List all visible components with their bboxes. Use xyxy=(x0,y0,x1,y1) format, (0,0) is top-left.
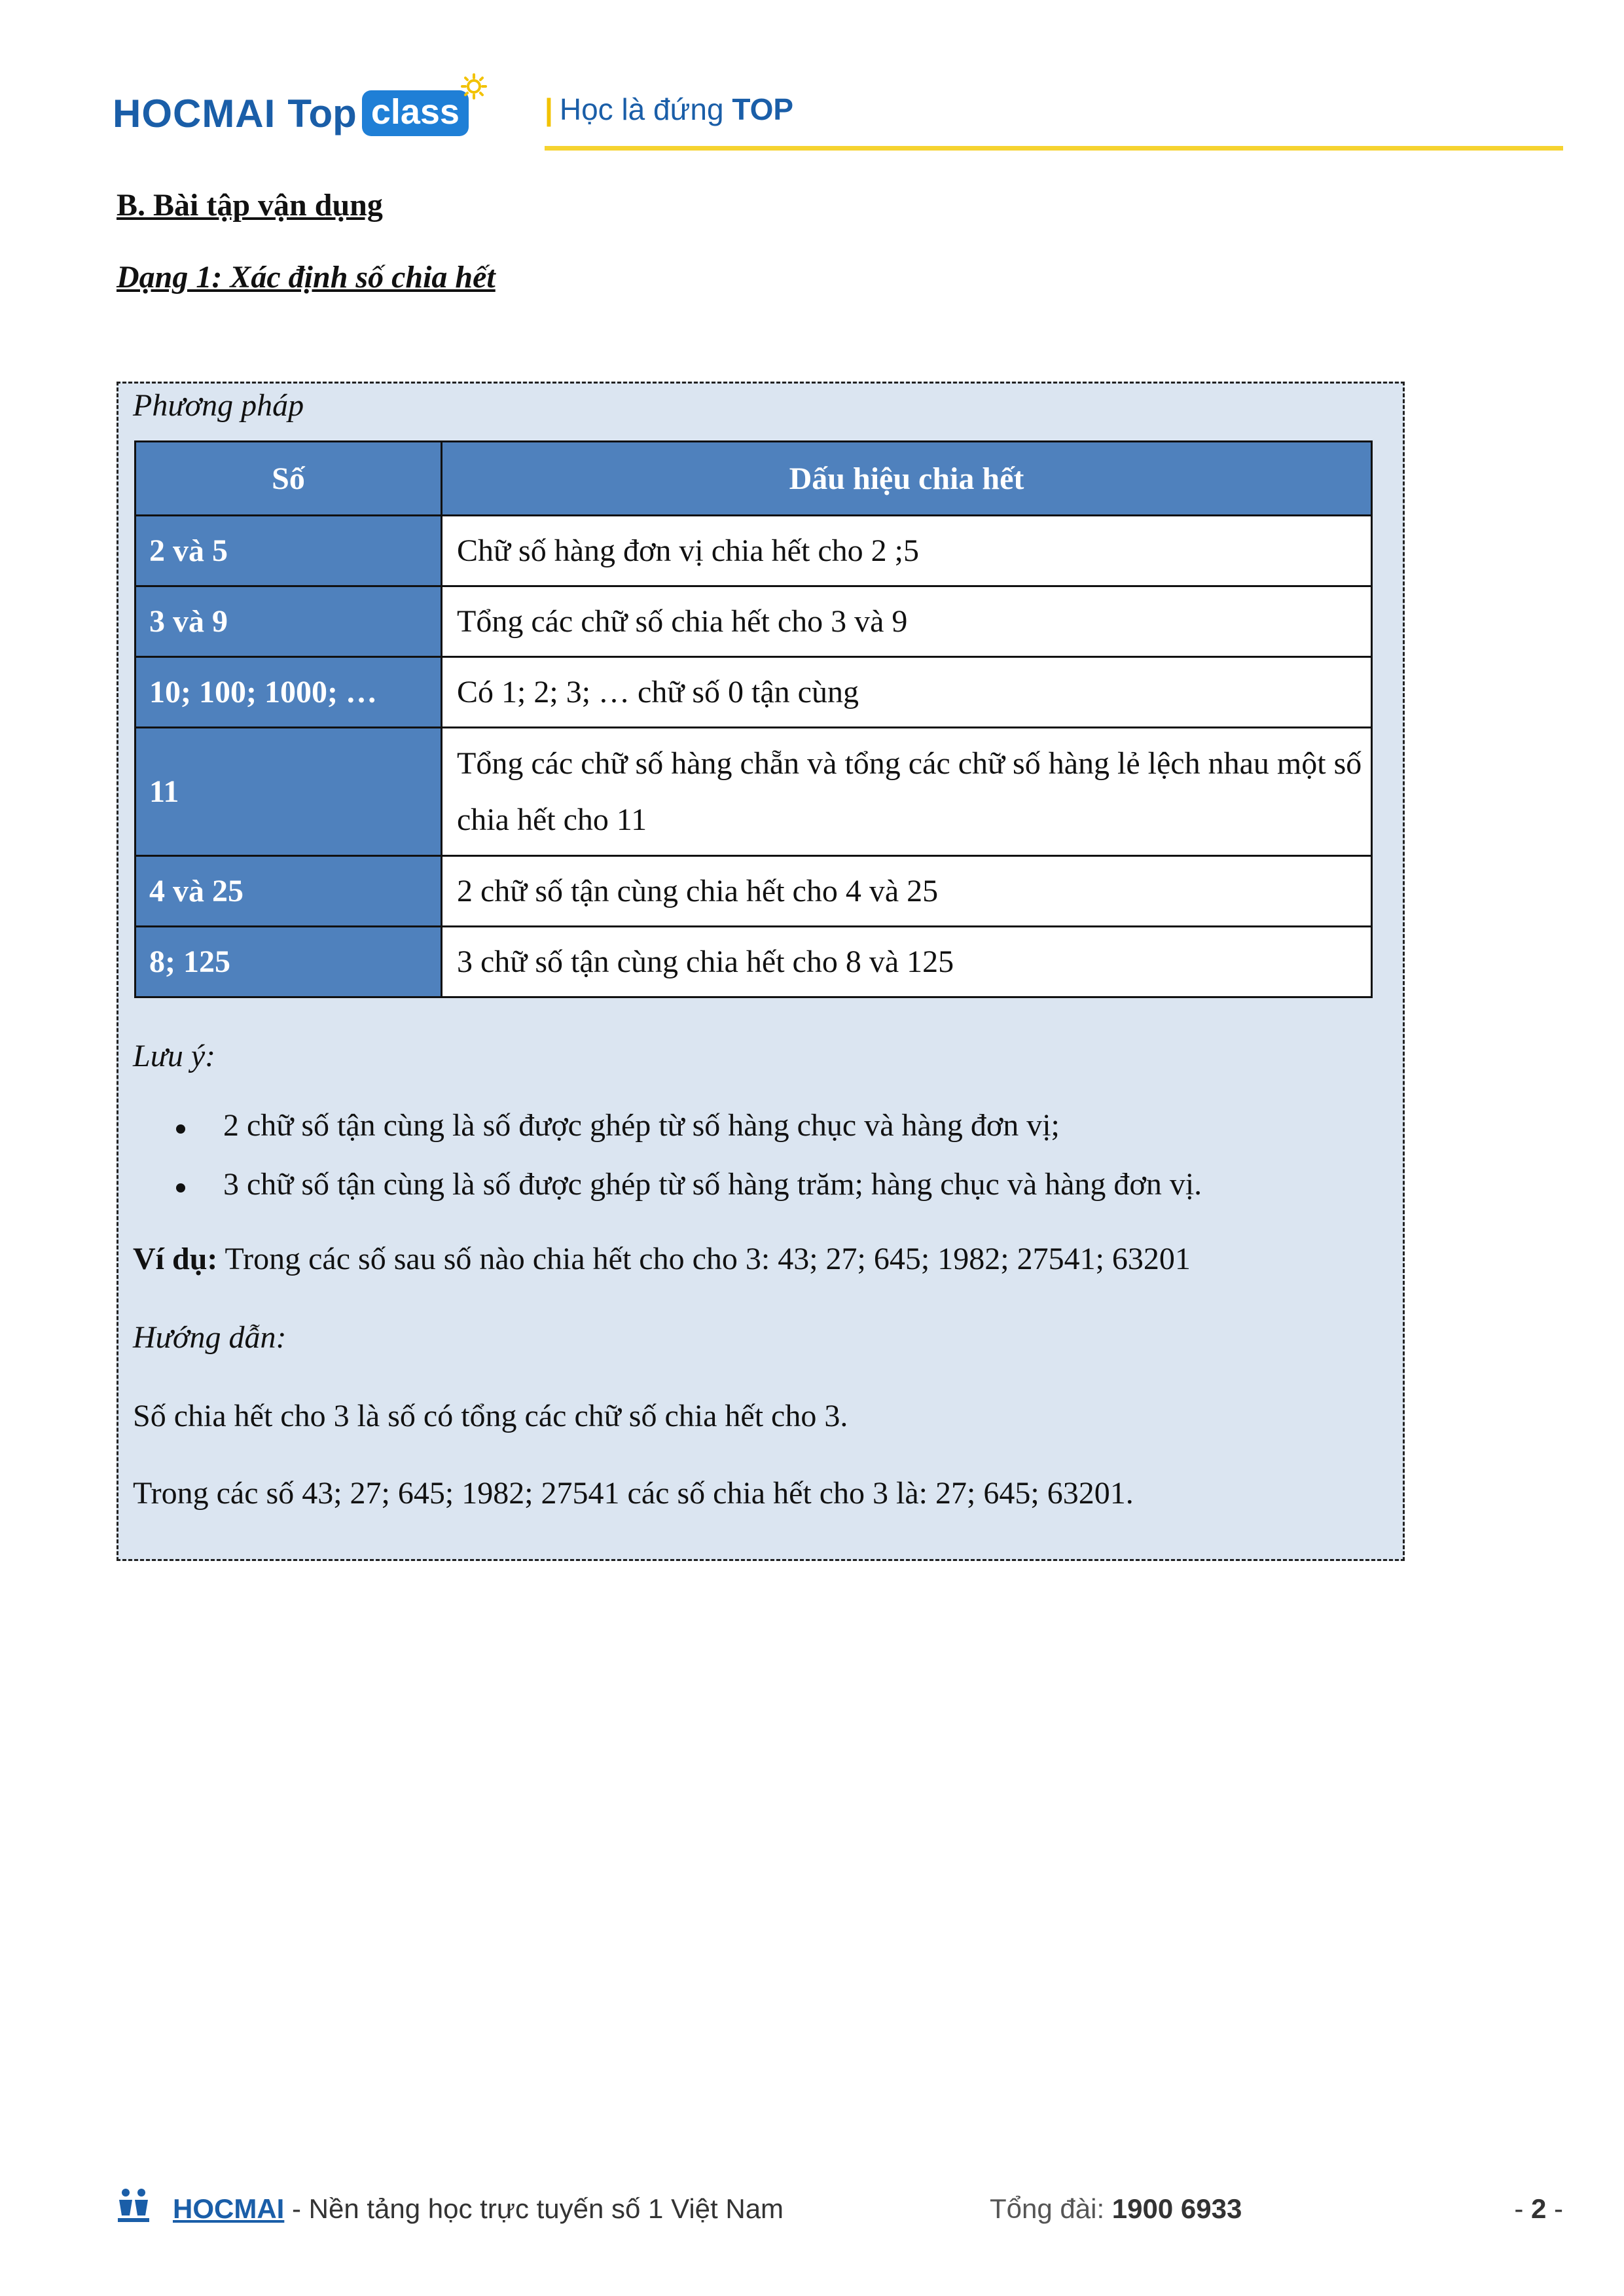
table-header-row xyxy=(135,442,1372,516)
table-header-rule: Dấu hiệu chia hết xyxy=(442,442,1372,516)
table-cell-number: 8; 125 xyxy=(135,927,442,997)
table-row xyxy=(135,927,1372,997)
divisibility-rules-table xyxy=(134,440,1373,998)
guide-line: Trong các số 43; 27; 645; 1982; 27541 các số chia hết cho 3 là: 27; 645; 63201. xyxy=(133,1476,1134,1511)
table-row xyxy=(135,516,1372,586)
table-cell-number: 2 và 5 xyxy=(135,516,442,586)
tagline-emphasis: TOP xyxy=(732,92,794,126)
guide-label: Hướng dẫn: xyxy=(133,1320,287,1355)
table-cell-rule: Chữ số hàng đơn vị chia hết cho 2 ;5 xyxy=(442,516,1372,586)
header-divider-line xyxy=(545,146,1563,151)
logo-hocmai-text: HOCMAI xyxy=(113,91,276,135)
footer-phone xyxy=(990,2193,1242,2225)
table-cell-number: 11 xyxy=(135,728,442,856)
note-text: 2 chữ số tận cùng là số được ghép từ số hàng chục và hàng đơn vị; xyxy=(223,1108,1060,1143)
section-title: B. Bài tập vận dụng xyxy=(117,188,383,223)
table-row xyxy=(135,728,1372,856)
page-number-value: 2 xyxy=(1530,2193,1547,2224)
table-cell-rule: Tổng các chữ số chia hết cho 3 và 9 xyxy=(442,586,1372,657)
hocmai-logo-icon xyxy=(117,2187,151,2223)
bullet-icon xyxy=(176,1183,185,1193)
page-number xyxy=(1514,2193,1563,2225)
example-label: Ví dụ: xyxy=(133,1242,218,1276)
page-number-suffix: - xyxy=(1546,2193,1563,2224)
table-row xyxy=(135,856,1372,927)
example-text: Trong các số sau số nào chia hết cho cho 3: 43; 27; 645; 1982; 27541; 63201 xyxy=(217,1242,1191,1276)
footer-brand-link[interactable]: HOCMAI xyxy=(173,2193,285,2224)
table-cell-rule: 3 chữ số tận cùng chia hết cho 8 và 125 xyxy=(442,927,1372,997)
table-cell-rule: Có 1; 2; 3; … chữ số 0 tận cùng xyxy=(442,657,1372,728)
logo-top-text: Top xyxy=(287,91,357,135)
table-row xyxy=(135,657,1372,728)
logo-class-text: class xyxy=(370,92,460,132)
bullet-icon xyxy=(176,1124,185,1134)
page-footer xyxy=(117,2189,1563,2229)
subsection-title: Dạng 1: Xác định số chia hết xyxy=(117,260,496,295)
logo-class-badge xyxy=(362,90,469,136)
tagline-prefix: Học là đứng xyxy=(559,92,732,126)
table-header-number: Số xyxy=(135,442,442,516)
note-label: Lưu ý: xyxy=(133,1039,216,1073)
table-cell-number: 3 và 9 xyxy=(135,586,442,657)
note-text: 3 chữ số tận cùng là số được ghép từ số hàng trăm; hàng chục và hàng đơn vị. xyxy=(223,1167,1202,1202)
table-cell-number: 4 và 25 xyxy=(135,856,442,927)
guide-line: Số chia hết cho 3 là số có tổng các chữ số chia hết cho 3. xyxy=(133,1399,848,1433)
table-cell-rule: 2 chữ số tận cùng chia hết cho 4 và 25 xyxy=(442,856,1372,927)
header-tagline xyxy=(545,92,793,127)
hocmai-topclass-logo xyxy=(113,77,469,149)
sun-icon xyxy=(461,73,487,99)
footer-slogan: - Nền tảng học trực tuyến số 1 Việt Nam xyxy=(284,2193,784,2224)
method-label: Phương pháp xyxy=(133,388,304,423)
method-box xyxy=(117,382,1405,1561)
table-cell-rule: Tổng các chữ số hàng chẵn và tổng các chữ số hàng lẻ lệch nhau một số chia hết cho 11 xyxy=(442,728,1372,856)
tagline-divider: | xyxy=(545,92,553,126)
page-number-prefix: - xyxy=(1514,2193,1531,2224)
footer-phone-label: Tổng đài: xyxy=(990,2193,1112,2224)
footer-phone-number: 1900 6933 xyxy=(1111,2193,1242,2224)
table-row xyxy=(135,586,1372,657)
example-paragraph xyxy=(133,1241,1191,1277)
footer-brand-line xyxy=(173,2193,784,2225)
table-cell-number: 10; 100; 1000; … xyxy=(135,657,442,728)
